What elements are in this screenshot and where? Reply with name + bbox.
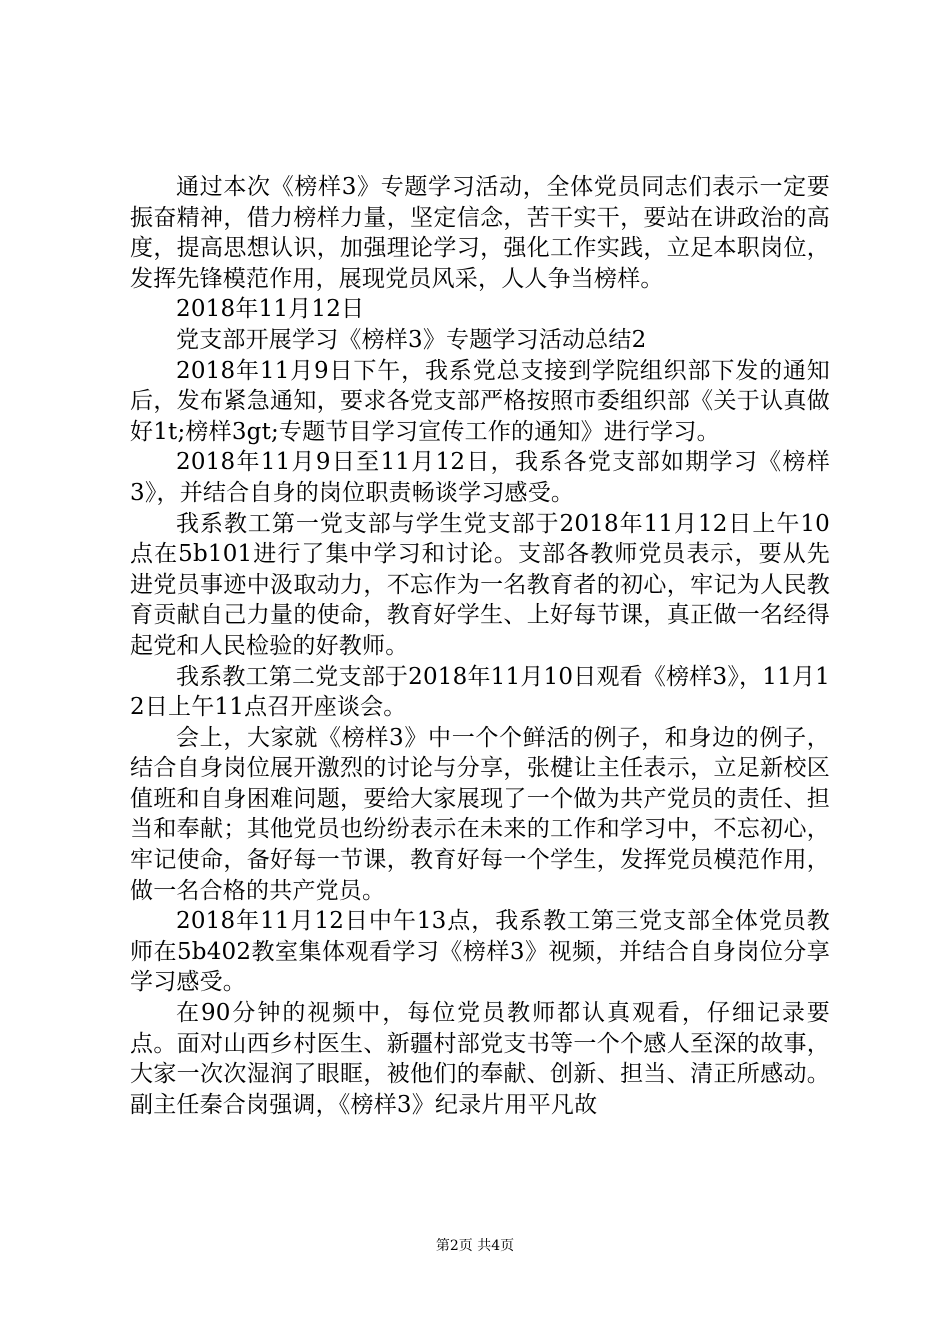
paragraph-branch-two: 我系教工第二党支部于2018年11月10日观看《榜样3》，11月12日上午11点召开座谈会。 [130, 663, 830, 721]
paragraph-heading: 党支部开展学习《榜样3》专题学习活动总结2 [176, 326, 647, 353]
page-footer: 第2页 共4页 [435, 1238, 515, 1254]
document-body [130, 172, 830, 1120]
paragraph-branch-three: 2018年11月12日中午13点，我系教工第三党支部全体党员教师在5b402教室集体观看学习《榜样3》视频，并结合自身岗位分享学习感受。 [130, 908, 830, 996]
paragraph-date: 2018年11月12日 [176, 296, 365, 323]
paragraph-meeting: 会上，大家就《榜样3》中一个个鲜活的例子，和身边的例子，结合自身岗位展开激烈的讨论与分享，张楗让主任表示，立足新校区值班和自身困难问题，要给大家展现了一个做为共产党员的责任、担当和奉献；其他党员也纷纷表示在未来的工作和学习中，不忘初心，牢记使命，备好每一节课，教育好每一个学生，发挥党员模范作用，做一名合格的共产党员。 [130, 724, 830, 904]
paragraph-notice: 2018年11月9日下午，我系党总支接到学院组织部下发的通知后，发布紧急通知，要求各党支部严格按照市委组织部《关于认真做好1t;榜样3gt;专题节目学习宣传工作的通知》进行学习。 [130, 357, 830, 445]
paragraph-branch-one: 我系教工第一党支部与学生党支部于2018年11月12日上午10点在5b101进行了集中学习和讨论。支部各教师党员表示，要从先进党员事迹中汲取动力，不忘作为一名教育者的初心，牢记为人民教育贡献自己力量的使命，教育好学生、上好每节课，真正做一名经得起党和人民检验的好教师。 [130, 510, 830, 659]
paragraph-video: 在90分钟的视频中，每位党员教师都认真观看，仔细记录要点。面对山西乡村医生、新疆村部党支书等一个个感人至深的故事，大家一次次湿润了眼眶，被他们的奉献、创新、担当、清正所感动。副主任秦合岗强调，《榜样3》纪录片用平凡故 [130, 1000, 830, 1118]
paragraph-schedule: 2018年11月9日至11月12日，我系各党支部如期学习《榜样3》，并结合自身的岗位职责畅谈学习感受。 [130, 449, 830, 506]
paragraph-summary: 通过本次《榜样3》专题学习活动，全体党员同志们表示一定要振奋精神，借力榜样力量，坚定信念，苦干实干，要站在讲政治的高度，提高思想认识，加强理论学习，强化工作实践，立足本职岗位，发挥先锋模范作用，展现党员风采，人人争当榜样。 [130, 174, 830, 292]
